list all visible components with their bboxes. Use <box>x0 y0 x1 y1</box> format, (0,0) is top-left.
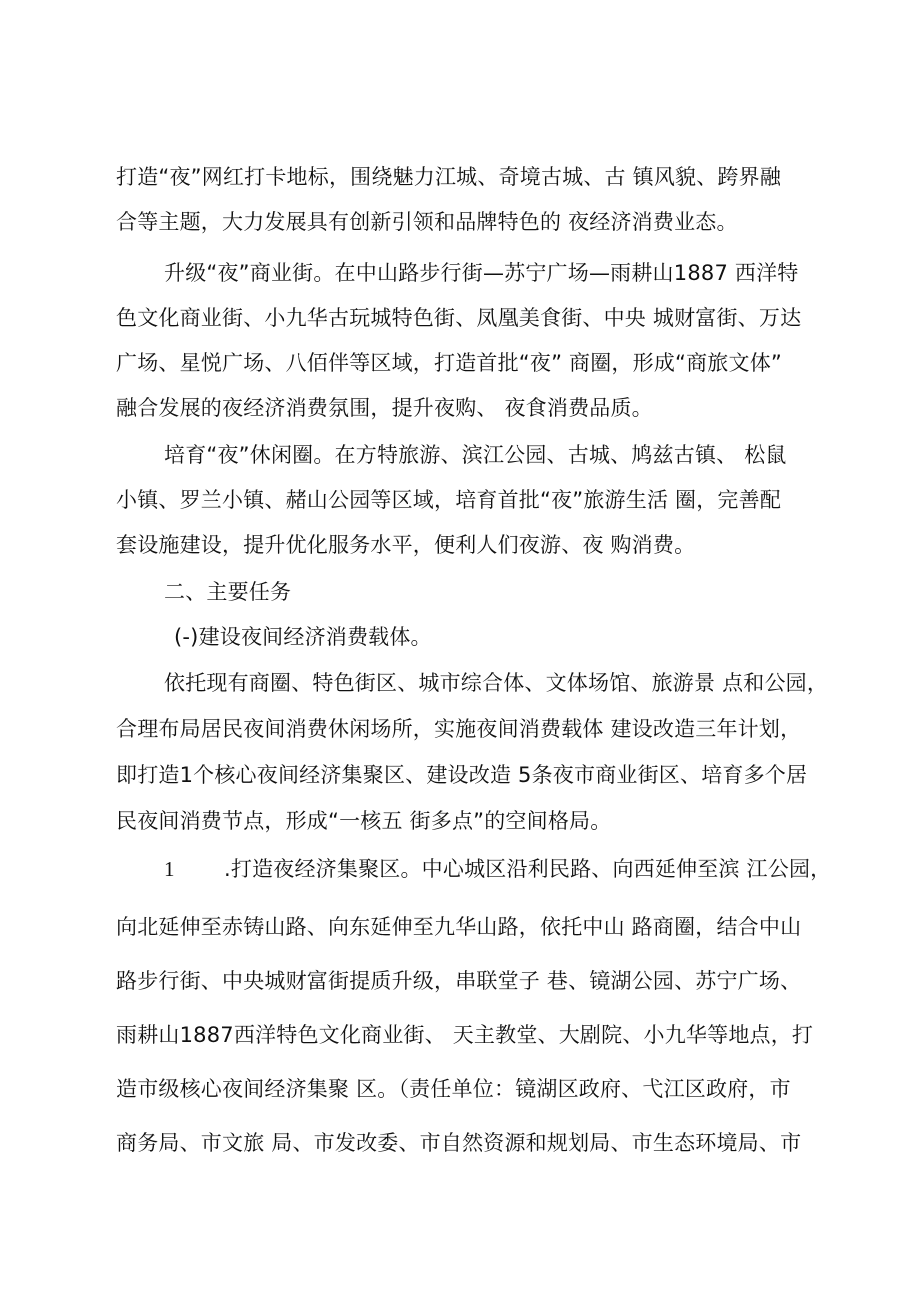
item-1-heading-text: .打造夜经济集聚区。中心城区沿利民路、向西延伸至滨 江公园， <box>224 857 832 881</box>
item-1-first-line <box>164 854 831 884</box>
intro-line-2: 合等主题，大力发展具有创新引领和品牌特色的 夜经济消费业态。 <box>116 210 738 234</box>
item-1-line-5: 造市级核心夜间经济集聚 区。（责任单位：镜湖区政府、弋江区政府，市 <box>116 1077 791 1101</box>
intro-line-1: 打造“夜”网红打卡地标，围绕魅力江城、奇境古城、古 镇风貌、跨界融 <box>116 165 782 189</box>
item-1-number: 1 <box>164 857 175 881</box>
item-1-line-3: 路步行街、中央城财富街提质升级，串联堂子 巷、镜湖公园、苏宁广场、 <box>116 969 802 993</box>
section-heading: 二、主要任务 <box>164 580 292 604</box>
upgrade-street-line-4: 融合发展的夜经济消费氛围，提升夜购、 夜食消费品质。 <box>116 396 653 420</box>
upgrade-street-line-1: 升级“夜”商业街。在中山路步行街—苏宁广场—雨耕山1887 西洋特 <box>164 261 799 285</box>
leisure-circle-line-2: 小镇、罗兰小镇、赭山公园等区域，培育首批“夜”旅游生活 圈，完善配 <box>116 488 782 512</box>
item-1-line-2: 向北延伸至赤铸山路、向东延伸至九华山路，依托中山 路商圈，结合中山 <box>116 915 802 939</box>
carrier-line-2: 合理布局居民夜间消费休闲场所，实施夜间消费载体 建设改造三年计划， <box>116 717 802 741</box>
carrier-line-4: 民夜间消费节点，形成“一核五 街多点”的空间格局。 <box>116 809 612 833</box>
item-1-line-6: 商务局、市文旅 局、市发改委、市自然资源和规划局、市生态环境局、市 <box>116 1131 802 1155</box>
item-1-line-4: 雨耕山1887西洋特色文化商业街、 天主教堂、大剧院、小九华等地点，打 <box>116 1023 814 1047</box>
carrier-line-3: 即打造1个核心夜间经济集聚区、建设改造 5条夜市商业街区、培育多个居 <box>116 763 808 787</box>
carrier-line-1: 依托现有商圈、特色街区、城市综合体、文体场馆、旅游景 点和公园， <box>164 671 829 695</box>
subsection-heading: (-)建设夜间经济消费载体。 <box>174 625 432 649</box>
upgrade-street-line-3: 广场、星悦广场、八佰伴等区域，打造首批“夜” 商圈，形成“商旅文体” <box>116 351 782 375</box>
leisure-circle-line-1: 培育“夜”休闲圈。在方特旅游、滨江公园、古城、鸠兹古镇、 松鼠 <box>164 443 787 467</box>
leisure-circle-line-3: 套设施建设，提升优化服务水平，便利人们夜游、夜 购消费。 <box>116 533 696 557</box>
upgrade-street-line-2: 色文化商业街、小九华古玩城特色街、凤凰美食街、中央 城财富街、万达 <box>116 306 802 330</box>
